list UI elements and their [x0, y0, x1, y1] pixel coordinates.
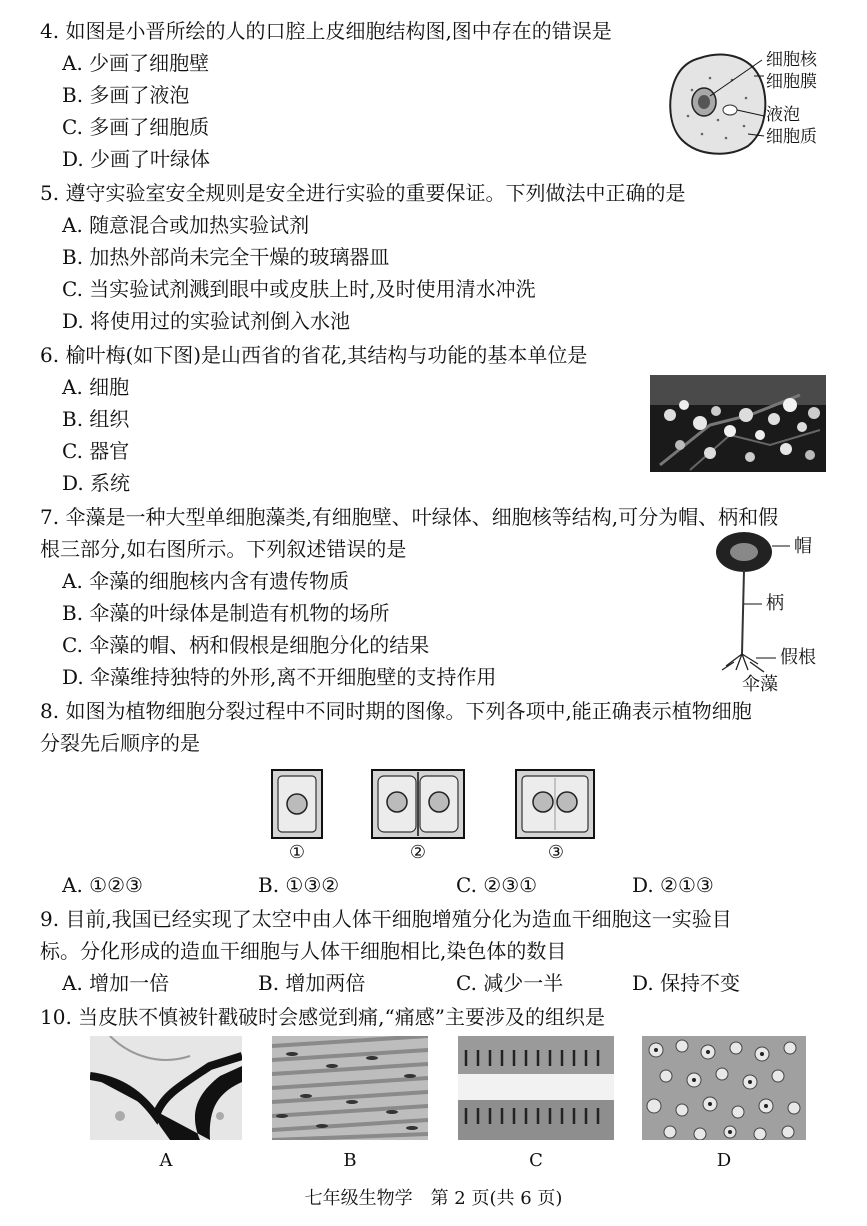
image-label-b: B [343, 1150, 357, 1171]
question-9-stem-line2: 标。分化形成的造血干细胞与人体干细胞相比,染色体的数目 [40, 939, 567, 963]
question-9-option-a[interactable]: A. 增加一倍 [62, 971, 170, 995]
image-label-a: A [159, 1150, 173, 1171]
tissue-photo-d-connective[interactable] [642, 1036, 806, 1140]
tissue-photo-c-epithelial[interactable] [458, 1036, 614, 1140]
question-7-stem-line1: 7. 伞藻是一种大型单细胞藻类,有细胞壁、叶绿体、细胞核等结构,可分为帽、柄和假 [40, 505, 779, 529]
label-vacuole: 液泡 [766, 105, 800, 125]
label-stalk: 柄 [766, 593, 784, 614]
question-9-stem-line1: 9. 目前,我国已经实现了太空中由人体干细胞增殖分化为造血干细胞这一实验目 [40, 907, 732, 931]
label-cell-membrane: 细胞膜 [766, 72, 817, 92]
question-4-option-d[interactable]: D. 少画了叶绿体 [62, 147, 211, 171]
cheek-cell-diagram [662, 50, 772, 160]
question-8-stem-line2: 分裂先后顺序的是 [40, 731, 200, 755]
cell-division-figures [268, 766, 598, 842]
question-4-option-b[interactable]: B. 多画了液泡 [62, 83, 190, 107]
question-6-stem: 6. 榆叶梅(如下图)是山西省的省花,其结构与功能的基本单位是 [40, 343, 588, 367]
question-8-option-c[interactable]: C. ②③① [456, 873, 538, 897]
question-5-stem: 5. 遵守实验室安全规则是安全进行实验的重要保证。下列做法中正确的是 [40, 181, 686, 205]
question-6-option-b[interactable]: B. 组织 [62, 407, 130, 431]
question-9-option-c[interactable]: C. 减少一半 [456, 971, 564, 995]
question-8-option-d[interactable]: D. ②①③ [632, 873, 714, 897]
question-6-option-c[interactable]: C. 器官 [62, 439, 130, 463]
question-8-stem-line1: 8. 如图为植物细胞分裂过程中不同时期的图像。下列各项中,能正确表示植物细胞 [40, 699, 752, 723]
question-7-stem-line2: 根三部分,如右图所示。下列叙述错误的是 [40, 537, 407, 561]
image-label-d: D [716, 1150, 732, 1171]
label-cap: 帽 [794, 536, 812, 557]
image-label-c: C [529, 1150, 543, 1171]
question-9-option-d[interactable]: D. 保持不变 [632, 971, 741, 995]
question-6-option-a[interactable]: A. 细胞 [62, 375, 130, 399]
tissue-photo-a-nervous[interactable] [90, 1036, 242, 1140]
question-7-option-a[interactable]: A. 伞藻的细胞核内含有遗传物质 [62, 569, 350, 593]
figure-label-2: ② [409, 842, 427, 863]
question-9-option-b[interactable]: B. 增加两倍 [258, 971, 366, 995]
figure-label-3: ③ [547, 842, 565, 863]
question-4-option-a[interactable]: A. 少画了细胞壁 [62, 51, 210, 75]
question-4-option-c[interactable]: C. 多画了细胞质 [62, 115, 210, 139]
question-10-stem: 10. 当皮肤不慎被针戳破时会感觉到痛,“痛感”主要涉及的组织是 [40, 1005, 605, 1029]
question-4-stem: 4. 如图是小晋所绘的人的口腔上皮细胞结构图,图中存在的错误是 [40, 19, 612, 43]
question-5-option-b[interactable]: B. 加热外部尚未完全干燥的玻璃器皿 [62, 245, 390, 269]
plum-blossom-photo [650, 375, 826, 472]
question-6-option-d[interactable]: D. 系统 [62, 471, 131, 495]
tissue-photo-b-muscle[interactable] [272, 1036, 428, 1140]
question-7-option-c[interactable]: C. 伞藻的帽、柄和假根是细胞分化的结果 [62, 633, 430, 657]
label-nucleus: 细胞核 [766, 50, 817, 70]
figure-label-1: ① [288, 842, 306, 863]
label-cytoplasm: 细胞质 [766, 127, 817, 147]
acetabularia-caption: 伞藻 [742, 674, 778, 695]
question-8-option-b[interactable]: B. ①③② [258, 873, 340, 897]
question-7-option-b[interactable]: B. 伞藻的叶绿体是制造有机物的场所 [62, 601, 390, 625]
question-7-option-d[interactable]: D. 伞藻维持独特的外形,离不开细胞壁的支持作用 [62, 665, 497, 689]
question-5-option-c[interactable]: C. 当实验试剂溅到眼中或皮肤上时,及时使用清水冲洗 [62, 277, 536, 301]
page-footer: 七年级生物学 第 2 页(共 6 页) [304, 1188, 563, 1209]
question-5-option-a[interactable]: A. 随意混合或加热实验试剂 [62, 213, 310, 237]
question-5-option-d[interactable]: D. 将使用过的实验试剂倒入水池 [62, 309, 351, 333]
question-8-option-a[interactable]: A. ①②③ [62, 873, 143, 897]
label-rhizoid: 假根 [780, 647, 816, 668]
